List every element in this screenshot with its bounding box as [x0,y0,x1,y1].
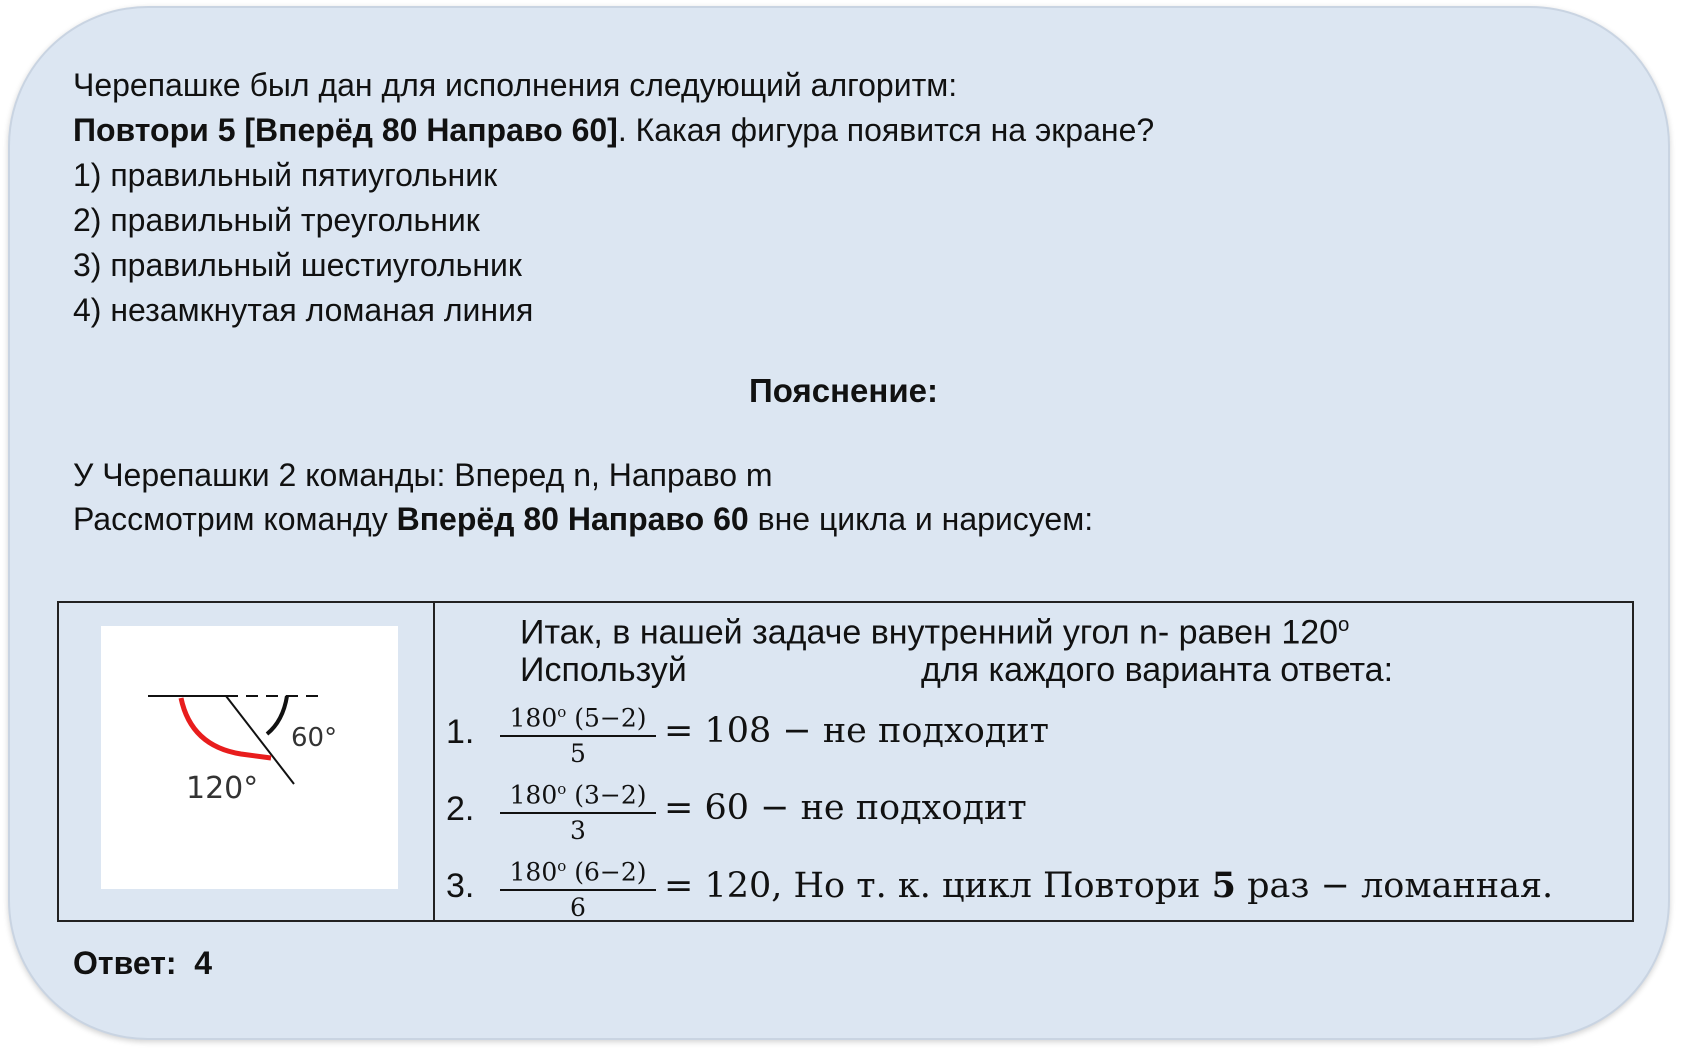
angle-figure [101,626,398,889]
table-intro-1: Итак, в нашей задаче внутренний угол n- равен 120$^o$ [520,613,1350,652]
question-line-2: Повтори 5 [Вперёд 80 Направо 60]. Какая фигура появится на экране? [73,112,1155,148]
option-3: 3) правильный шестиугольник [73,247,522,283]
exterior-angle-arc [267,696,287,734]
angle-drawing [101,626,398,889]
fraction-1: 180$^o$ (5−2) 5 [500,697,656,769]
label-120: 120° [186,771,259,806]
explanation-line-2: Рассмотрим команду Вперёд 80 Направо 60 вне цикла и нарисуем: [73,501,1094,537]
label-60: 60° [291,723,338,753]
table-divider [433,601,435,922]
option-1: 1) правильный пятиугольник [73,157,498,193]
option-2: 2) правильный треугольник [73,202,480,238]
table-intro-2a: Используй [520,651,687,689]
explanation-title: Пояснение: [749,372,938,409]
item-number-2: 2. [446,790,475,828]
explanation-line-1: У Черепашки 2 команды: Вперед n, Направо m [73,457,773,493]
item-number-1: 1. [446,713,475,751]
result-3: = 120, Но т. к. цикл Повтори 5 раз − ломанная. [664,865,1554,906]
item-number-3: 3. [446,867,475,905]
result-2: = 60 − не подходит [664,788,1027,828]
table-intro-2b: для каждого варианта ответа: [921,651,1394,689]
question-line-1: Черепашке был дан для исполнения следующий алгоритм: [73,67,958,103]
fraction-2: 180$^o$ (3−2) 3 [500,774,656,846]
result-1: = 108 − не подходит [664,711,1049,751]
interior-angle-arc [181,698,271,758]
option-4: 4) незамкнутая ломаная линия [73,292,534,328]
algorithm-text: Повтори 5 [Вперёд 80 Направо 60] [73,112,618,148]
answer: Ответ: 4 [73,945,213,981]
fraction-3: 180$^o$ (6−2) 6 [500,851,656,923]
